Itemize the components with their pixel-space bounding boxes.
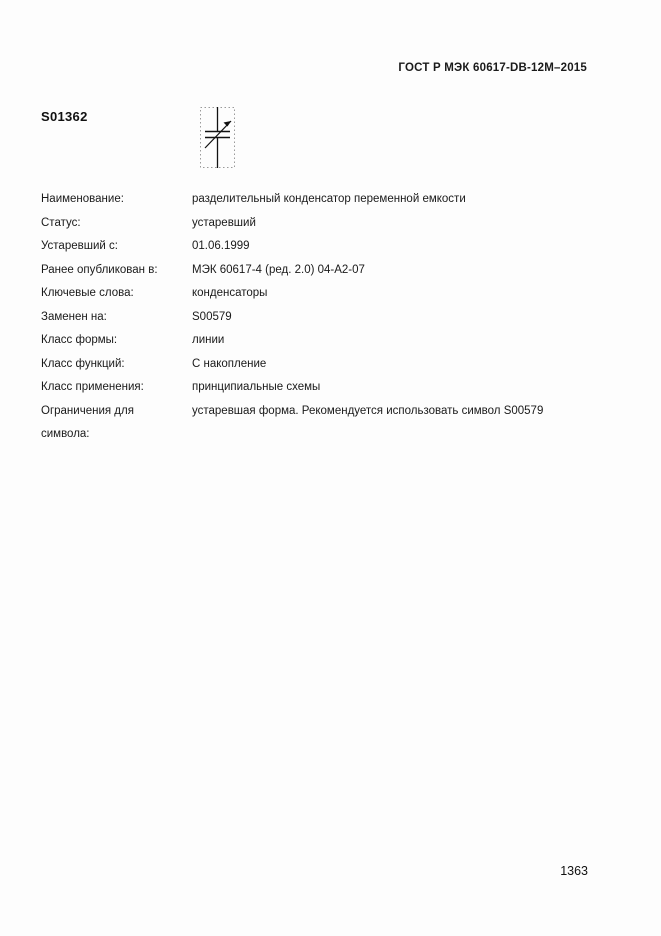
field-value-name: разделительный конденсатор переменной емкости bbox=[192, 193, 466, 205]
field-row bbox=[41, 212, 601, 236]
field-label-restrictions bbox=[41, 400, 192, 447]
field-value-restrictions-line1: устаревшая форма. Рекомендуется использовать bbox=[192, 404, 459, 417]
document-header-title: ГОСТ Р МЭК 60617-DB-12M–2015 bbox=[398, 62, 587, 74]
field-row bbox=[41, 353, 601, 377]
page-number: 1363 bbox=[560, 864, 588, 878]
field-row bbox=[41, 329, 601, 353]
field-label-application-class: Класс применения: bbox=[41, 381, 144, 393]
field-label-replaced-by: Заменен на: bbox=[41, 310, 107, 323]
field-row bbox=[41, 188, 601, 212]
field-value-function-class: С накопление bbox=[192, 357, 267, 370]
field-value-keywords: конденсаторы bbox=[192, 287, 268, 299]
symbol-code: S01362 bbox=[41, 109, 88, 124]
field-row bbox=[41, 400, 601, 447]
field-label-status: Статус: bbox=[41, 216, 81, 229]
field-label-restrictions-line1: Ограничения для bbox=[41, 404, 134, 417]
field-label-shape-class: Класс формы: bbox=[41, 334, 118, 346]
field-row bbox=[41, 376, 601, 400]
field-value-obsolete-since: 01.06.1999 bbox=[192, 240, 250, 252]
field-label-previously-published: Ранее опубликован в: bbox=[41, 263, 158, 276]
field-row bbox=[41, 282, 601, 306]
field-value-replaced-by: S00579 bbox=[192, 310, 232, 323]
variable-capacitor-symbol bbox=[196, 104, 248, 172]
field-label-name: Наименование: bbox=[41, 193, 124, 205]
field-value-restrictions-line2: символ S00579 bbox=[461, 404, 544, 417]
field-label-obsolete-since: Устаревший с: bbox=[41, 240, 118, 252]
field-row bbox=[41, 306, 601, 330]
field-label-restrictions-line2: символа: bbox=[41, 428, 90, 440]
symbol-attributes-list bbox=[41, 188, 601, 447]
field-value-status: устаревший bbox=[192, 216, 256, 229]
field-value-previously-published: МЭК 60617-4 (ред. 2.0) 04-А2-07 bbox=[192, 263, 365, 276]
field-value-restrictions bbox=[192, 400, 543, 424]
field-row bbox=[41, 235, 601, 259]
field-value-application-class: принципиальные схемы bbox=[192, 381, 321, 393]
field-label-function-class: Класс функций: bbox=[41, 357, 125, 370]
field-value-shape-class: линии bbox=[192, 334, 225, 346]
field-row bbox=[41, 259, 601, 283]
field-label-keywords: Ключевые слова: bbox=[41, 287, 134, 299]
